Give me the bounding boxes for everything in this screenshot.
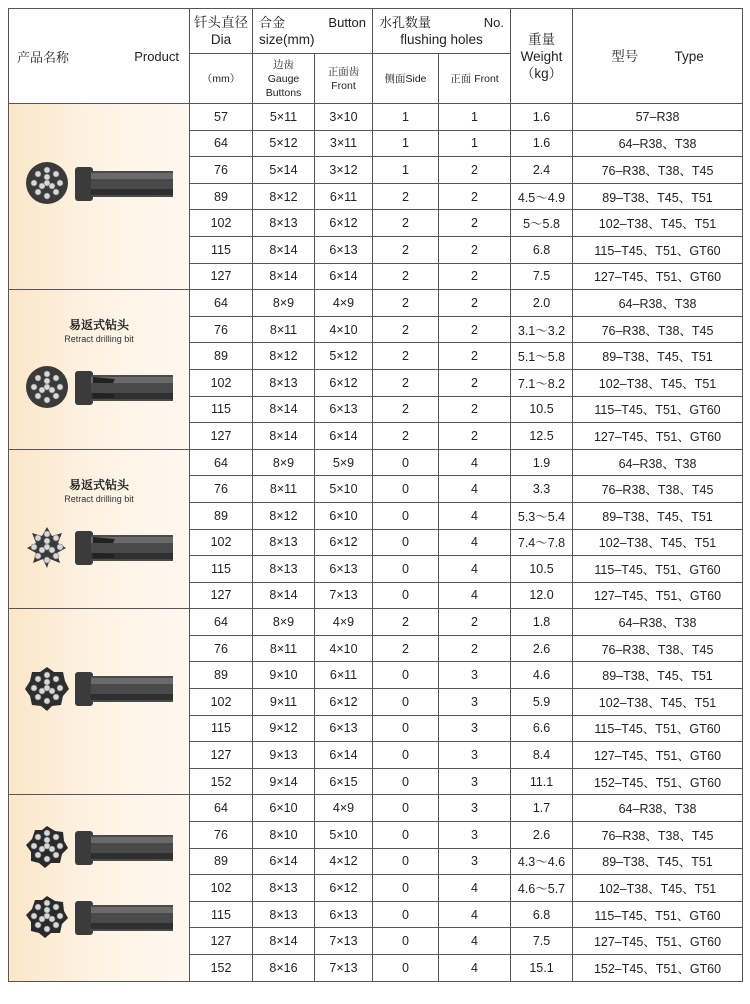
front-cell: 7×13: [315, 955, 373, 982]
front-cell: 4×12: [315, 848, 373, 875]
weight-cell: 5.3～5.4: [511, 502, 573, 529]
dia-cell: 127: [190, 423, 253, 450]
gauge-cell: 8×14: [253, 582, 315, 609]
weight-cell: 11.1: [511, 768, 573, 795]
front-cell: 4×9: [315, 609, 373, 636]
front-holes-cell: 2: [439, 316, 511, 343]
front-cell: 5×10: [315, 476, 373, 503]
gauge-cell: 8×9: [253, 609, 315, 636]
front-holes-cell: 3: [439, 715, 511, 742]
dia-cell: 64: [190, 130, 253, 157]
type-cell: 102–T38、T45、T51: [573, 369, 743, 396]
drill-bit-face-icon: [25, 524, 71, 573]
side-holes-cell: 0: [373, 742, 439, 769]
front-holes-cell: 4: [439, 502, 511, 529]
gauge-cell: 8×14: [253, 236, 315, 263]
drill-bit-face-icon: [25, 160, 71, 209]
front-cell: 6×14: [315, 263, 373, 290]
dia-unit-header: （mm）: [190, 54, 253, 104]
holes-header-en2: flushing holes: [400, 32, 483, 47]
product-image-cell: [9, 290, 190, 450]
dia-header-en: Dia: [210, 32, 232, 47]
front-cell: 4×9: [315, 290, 373, 317]
side-holes-cell: 2: [373, 396, 439, 423]
front-cell: 7×13: [315, 928, 373, 955]
front-cell: 6×13: [315, 236, 373, 263]
side-holes-cell: 0: [373, 582, 439, 609]
gauge-cell: 9×13: [253, 742, 315, 769]
dia-cell: 76: [190, 822, 253, 849]
dia-cell: 64: [190, 290, 253, 317]
side-holes-cell: 0: [373, 502, 439, 529]
product-label: [9, 316, 189, 344]
front-cell: 5×9: [315, 449, 373, 476]
front-cell: 6×12: [315, 875, 373, 902]
front-header-en: Front: [331, 79, 356, 92]
gauge-header-en2: Buttons: [265, 86, 302, 99]
type-cell: 64–R38、T38: [573, 449, 743, 476]
weight-cell: 5.1～5.8: [511, 343, 573, 370]
front-cell: 4×9: [315, 795, 373, 822]
dia-cell: 76: [190, 316, 253, 343]
gauge-cell: 6×10: [253, 795, 315, 822]
front-cell: 5×10: [315, 822, 373, 849]
drill-bit-body-icon: [75, 668, 175, 713]
side-holes-cell: 0: [373, 556, 439, 583]
dia-cell: 57: [190, 104, 253, 131]
gauge-cell: 8×11: [253, 476, 315, 503]
product-image-cell: [9, 104, 190, 290]
gauge-cell: 8×13: [253, 901, 315, 928]
front-holes-cell: 2: [439, 423, 511, 450]
side-holes-cell: 2: [373, 369, 439, 396]
side-holes-cell: 0: [373, 901, 439, 928]
weight-header-en: Weight: [520, 48, 563, 64]
type-cell: 115–T45、T51、GT60: [573, 556, 743, 583]
type-cell: 76–R38、T38、T45: [573, 316, 743, 343]
front-holes-cell: 4: [439, 582, 511, 609]
drill-bit-face-icon: [25, 823, 71, 872]
side-holes-cell: 0: [373, 689, 439, 716]
product-label-zh: 易返式钻头: [68, 477, 129, 492]
holes-header-en: No.: [483, 15, 505, 30]
front-holes-cell: 3: [439, 822, 511, 849]
front-holes-cell: 1: [439, 130, 511, 157]
type-cell: 64–R38、T38: [573, 795, 743, 822]
product-image: [9, 450, 189, 609]
front-holes-cell: 2: [439, 236, 511, 263]
weight-cell: 4.5～4.9: [511, 183, 573, 210]
type-cell: 89–T38、T45、T51: [573, 502, 743, 529]
gauge-cell: 8×13: [253, 210, 315, 237]
type-cell: 89–T38、T45、T51: [573, 183, 743, 210]
gauge-cell: 8×10: [253, 822, 315, 849]
side-holes-cell: 2: [373, 263, 439, 290]
weight-header: [511, 9, 573, 104]
dia-cell: 64: [190, 795, 253, 822]
gauge-cell: 8×13: [253, 556, 315, 583]
table-row: [9, 290, 743, 317]
product-image-cell: [9, 449, 190, 609]
side-holes-cell: 2: [373, 343, 439, 370]
front-holes-cell: 4: [439, 901, 511, 928]
weight-cell: 6.8: [511, 236, 573, 263]
type-cell: 89–T38、T45、T51: [573, 848, 743, 875]
side-holes-cell: 0: [373, 795, 439, 822]
front-holes-cell: 3: [439, 795, 511, 822]
front-cell: 4×10: [315, 635, 373, 662]
dia-cell: 127: [190, 263, 253, 290]
front-header-zh: 正面齿: [327, 65, 360, 78]
gauge-cell: 8×12: [253, 502, 315, 529]
type-cell: 64–R38、T38: [573, 290, 743, 317]
type-cell: 102–T38、T45、T51: [573, 210, 743, 237]
weight-cell: 8.4: [511, 742, 573, 769]
front-cell: 3×10: [315, 104, 373, 131]
gauge-cell: 8×13: [253, 529, 315, 556]
weight-cell: 6.8: [511, 901, 573, 928]
dia-cell: 127: [190, 928, 253, 955]
gauge-cell: 8×14: [253, 423, 315, 450]
type-cell: 127–T45、T51、GT60: [573, 423, 743, 450]
gauge-cell: 8×14: [253, 928, 315, 955]
front-holes-cell: 2: [439, 290, 511, 317]
front-holes-cell: 2: [439, 263, 511, 290]
alloy-header-en: Button: [328, 15, 367, 30]
product-label-zh: 易返式钻头: [68, 318, 129, 333]
gauge-cell: 8×11: [253, 635, 315, 662]
gauge-cell: 8×12: [253, 343, 315, 370]
side-holes-cell: 2: [373, 236, 439, 263]
front-cell: 6×14: [315, 423, 373, 450]
front-holes-cell: 4: [439, 955, 511, 982]
front-cell: 6×13: [315, 556, 373, 583]
front-cell: 6×14: [315, 742, 373, 769]
weight-header-unit: （kg）: [520, 65, 563, 81]
dia-cell: 89: [190, 848, 253, 875]
weight-cell: 10.5: [511, 396, 573, 423]
front-cell: 6×15: [315, 768, 373, 795]
drill-bit-body-icon: [75, 897, 175, 942]
type-cell: 127–T45、T51、GT60: [573, 582, 743, 609]
front-holes-cell: 3: [439, 742, 511, 769]
type-cell: 127–T45、T51、GT60: [573, 263, 743, 290]
front-cell: 6×12: [315, 210, 373, 237]
gauge-header-en1: Gauge: [267, 72, 300, 85]
side-holes-cell: 2: [373, 210, 439, 237]
front-holes-cell: 2: [439, 343, 511, 370]
front-cell: 6×13: [315, 901, 373, 928]
product-label: [9, 476, 189, 504]
product-header: [9, 9, 190, 104]
product-header-zh: 产品名称: [17, 49, 70, 65]
table-row: [9, 609, 743, 636]
front-holes-cell: 3: [439, 662, 511, 689]
table-row: [9, 104, 743, 131]
dia-cell: 89: [190, 662, 253, 689]
table-row: [9, 795, 743, 822]
product-image: [9, 609, 189, 794]
side-holes-cell: 2: [373, 290, 439, 317]
weight-cell: 1.8: [511, 609, 573, 636]
type-cell: 152–T45、T51、GT60: [573, 768, 743, 795]
type-cell: 127–T45、T51、GT60: [573, 928, 743, 955]
weight-cell: 1.6: [511, 104, 573, 131]
front-header: [315, 54, 373, 104]
product-image-cell: [9, 795, 190, 981]
dia-cell: 115: [190, 901, 253, 928]
dia-cell: 115: [190, 556, 253, 583]
side-holes-cell: 0: [373, 529, 439, 556]
front-holes-cell: 3: [439, 768, 511, 795]
gauge-cell: 9×14: [253, 768, 315, 795]
front-holes-cell: 4: [439, 928, 511, 955]
front-holes-cell: 3: [439, 689, 511, 716]
front-cell: 7×13: [315, 582, 373, 609]
side-holes-cell: 0: [373, 476, 439, 503]
gauge-cell: 5×14: [253, 157, 315, 184]
weight-cell: 15.1: [511, 955, 573, 982]
weight-cell: 7.4～7.8: [511, 529, 573, 556]
side-holes-cell: 0: [373, 955, 439, 982]
front-holes-cell: 3: [439, 848, 511, 875]
table-row: [9, 449, 743, 476]
side-holes-cell: 0: [373, 848, 439, 875]
dia-cell: 127: [190, 582, 253, 609]
type-cell: 127–T45、T51、GT60: [573, 742, 743, 769]
type-cell: 102–T38、T45、T51: [573, 529, 743, 556]
drill-bit-body-icon: [75, 163, 175, 208]
side-holes-cell: 1: [373, 104, 439, 131]
side-holes-cell: 1: [373, 157, 439, 184]
type-cell: 115–T45、T51、GT60: [573, 715, 743, 742]
front-cell: 6×12: [315, 369, 373, 396]
front-cell: 5×12: [315, 343, 373, 370]
dia-cell: 152: [190, 955, 253, 982]
dia-header: [190, 9, 253, 54]
drill-bit-body-icon: [75, 527, 175, 572]
side-holes-header: 侧面Side: [373, 54, 439, 104]
side-holes-cell: 2: [373, 609, 439, 636]
gauge-cell: 8×14: [253, 396, 315, 423]
side-holes-cell: 2: [373, 635, 439, 662]
dia-cell: 64: [190, 609, 253, 636]
dia-cell: 89: [190, 183, 253, 210]
front-holes-cell: 4: [439, 449, 511, 476]
weight-cell: 3.3: [511, 476, 573, 503]
dia-cell: 102: [190, 875, 253, 902]
weight-cell: 1.7: [511, 795, 573, 822]
weight-cell: 10.5: [511, 556, 573, 583]
front-holes-cell: 2: [439, 183, 511, 210]
front-cell: 6×13: [315, 396, 373, 423]
weight-cell: 5～5.8: [511, 210, 573, 237]
front-cell: 6×10: [315, 502, 373, 529]
front-cell: 6×11: [315, 183, 373, 210]
type-cell: 64–R38、T38: [573, 609, 743, 636]
type-cell: 152–T45、T51、GT60: [573, 955, 743, 982]
gauge-cell: 5×11: [253, 104, 315, 131]
alloy-header: [253, 9, 373, 54]
front-holes-header: 正面 Front: [439, 54, 511, 104]
dia-cell: 152: [190, 768, 253, 795]
product-image: [9, 795, 189, 980]
front-holes-cell: 4: [439, 875, 511, 902]
front-cell: 3×11: [315, 130, 373, 157]
side-holes-cell: 1: [373, 130, 439, 157]
side-holes-cell: 2: [373, 316, 439, 343]
product-header-en: Product: [134, 48, 179, 64]
type-header-zh: 型号: [611, 48, 639, 64]
gauge-cell: 8×12: [253, 183, 315, 210]
front-holes-cell: 4: [439, 476, 511, 503]
gauge-header-zh: 边齿: [273, 58, 294, 71]
gauge-header: [253, 54, 315, 104]
front-holes-cell: 2: [439, 609, 511, 636]
side-holes-cell: 0: [373, 449, 439, 476]
product-image-cell: [9, 609, 190, 795]
weight-cell: 2.6: [511, 635, 573, 662]
alloy-header-zh: 合金: [259, 15, 286, 30]
weight-cell: 5.9: [511, 689, 573, 716]
side-holes-cell: 2: [373, 183, 439, 210]
drill-bit-body-icon: [75, 827, 175, 872]
drill-bit-face-icon: [25, 364, 71, 413]
type-header: [573, 9, 743, 104]
gauge-cell: 8×11: [253, 316, 315, 343]
dia-header-zh: 钎头直径: [194, 15, 248, 30]
weight-cell: 2.0: [511, 290, 573, 317]
weight-cell: 4.3～4.6: [511, 848, 573, 875]
dia-cell: 102: [190, 689, 253, 716]
front-holes-cell: 2: [439, 210, 511, 237]
drill-bit-body-icon: [75, 367, 175, 412]
dia-cell: 102: [190, 529, 253, 556]
side-holes-cell: 0: [373, 875, 439, 902]
type-cell: 89–T38、T45、T51: [573, 662, 743, 689]
drill-bit-spec-table: [8, 8, 743, 982]
type-cell: 89–T38、T45、T51: [573, 343, 743, 370]
weight-cell: 12.5: [511, 423, 573, 450]
weight-cell: 4.6: [511, 662, 573, 689]
front-holes-cell: 2: [439, 369, 511, 396]
front-cell: 6×13: [315, 715, 373, 742]
dia-cell: 76: [190, 157, 253, 184]
gauge-cell: 8×16: [253, 955, 315, 982]
weight-cell: 1.9: [511, 449, 573, 476]
type-cell: 102–T38、T45、T51: [573, 689, 743, 716]
dia-cell: 76: [190, 476, 253, 503]
dia-cell: 76: [190, 635, 253, 662]
spec-table-body: [9, 104, 743, 982]
front-holes-cell: 4: [439, 529, 511, 556]
type-cell: 76–R38、T38、T45: [573, 476, 743, 503]
side-holes-cell: 0: [373, 928, 439, 955]
front-cell: 6×11: [315, 662, 373, 689]
type-cell: 76–R38、T38、T45: [573, 822, 743, 849]
front-holes-cell: 2: [439, 157, 511, 184]
gauge-cell: 5×12: [253, 130, 315, 157]
gauge-cell: 8×13: [253, 875, 315, 902]
product-image: [9, 290, 189, 449]
dia-cell: 89: [190, 343, 253, 370]
product-label-en: Retract drilling bit: [64, 493, 134, 504]
gauge-cell: 8×14: [253, 263, 315, 290]
drill-bit-face-icon: [25, 893, 71, 942]
front-cell: 6×12: [315, 689, 373, 716]
type-cell: 76–R38、T38、T45: [573, 157, 743, 184]
type-cell: 102–T38、T45、T51: [573, 875, 743, 902]
weight-cell: 2.6: [511, 822, 573, 849]
front-holes-cell: 1: [439, 104, 511, 131]
weight-cell: 7.5: [511, 928, 573, 955]
type-cell: 115–T45、T51、GT60: [573, 396, 743, 423]
dia-cell: 115: [190, 715, 253, 742]
weight-cell: 3.1～3.2: [511, 316, 573, 343]
weight-cell: 7.5: [511, 263, 573, 290]
gauge-cell: 8×9: [253, 290, 315, 317]
front-cell: 4×10: [315, 316, 373, 343]
side-holes-cell: 0: [373, 768, 439, 795]
side-holes-cell: 0: [373, 715, 439, 742]
gauge-cell: 8×13: [253, 369, 315, 396]
side-holes-cell: 2: [373, 423, 439, 450]
front-holes-cell: 2: [439, 396, 511, 423]
weight-cell: 12.0: [511, 582, 573, 609]
holes-header: [373, 9, 511, 54]
holes-header-zh: 水孔数量: [379, 15, 432, 30]
product-image: [9, 104, 189, 289]
front-holes-cell: 4: [439, 556, 511, 583]
weight-cell: 7.1～8.2: [511, 369, 573, 396]
front-cell: 3×12: [315, 157, 373, 184]
weight-cell: 4.6～5.7: [511, 875, 573, 902]
weight-cell: 2.4: [511, 157, 573, 184]
dia-cell: 115: [190, 396, 253, 423]
type-cell: 115–T45、T51、GT60: [573, 236, 743, 263]
type-cell: 57–R38: [573, 104, 743, 131]
type-header-en: Type: [674, 48, 704, 64]
front-holes-cell: 2: [439, 635, 511, 662]
header-row-top: [9, 9, 743, 54]
dia-cell: 127: [190, 742, 253, 769]
gauge-cell: 9×10: [253, 662, 315, 689]
dia-cell: 89: [190, 502, 253, 529]
type-cell: 115–T45、T51、GT60: [573, 901, 743, 928]
gauge-cell: 8×9: [253, 449, 315, 476]
side-holes-cell: 0: [373, 662, 439, 689]
dia-cell: 64: [190, 449, 253, 476]
dia-cell: 102: [190, 369, 253, 396]
weight-header-zh: 重量: [528, 31, 556, 47]
type-cell: 64–R38、T38: [573, 130, 743, 157]
dia-cell: 115: [190, 236, 253, 263]
gauge-cell: 9×12: [253, 715, 315, 742]
gauge-cell: 6×14: [253, 848, 315, 875]
gauge-cell: 9×11: [253, 689, 315, 716]
alloy-header-size: size(mm): [259, 32, 315, 47]
side-holes-cell: 0: [373, 822, 439, 849]
drill-bit-face-icon: [25, 665, 71, 714]
dia-cell: 102: [190, 210, 253, 237]
type-cell: 76–R38、T38、T45: [573, 635, 743, 662]
front-cell: 6×12: [315, 529, 373, 556]
weight-cell: 1.6: [511, 130, 573, 157]
weight-cell: 6.6: [511, 715, 573, 742]
product-label-en: Retract drilling bit: [64, 334, 134, 345]
